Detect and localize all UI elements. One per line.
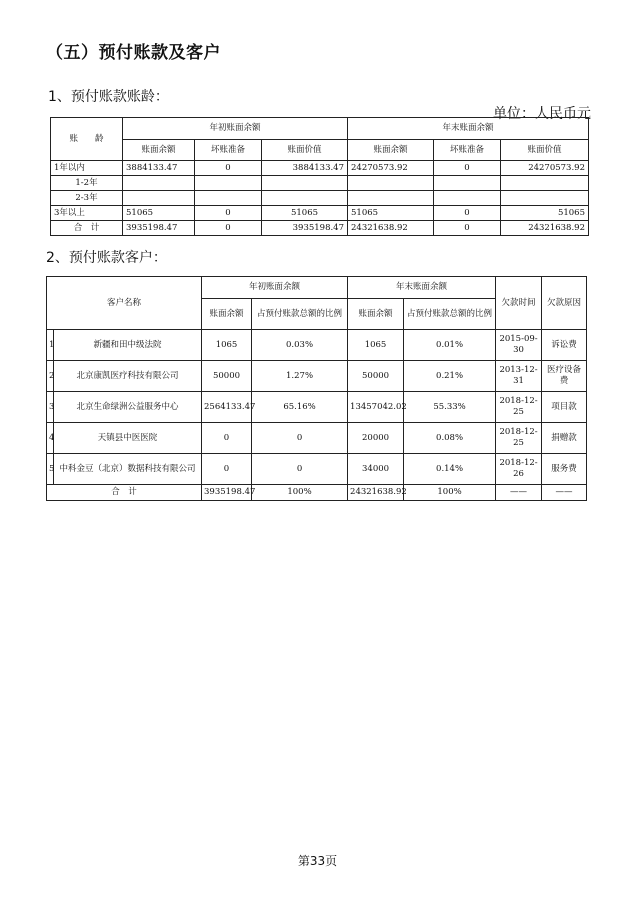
value-cell — [123, 191, 195, 206]
sub-header: 坏账准备 — [195, 140, 262, 161]
begin-group-header: 年初账面余额 — [123, 118, 348, 140]
sub-header: 账面余额 — [202, 299, 252, 330]
name-column-header: 客户名称 — [47, 277, 202, 330]
customer-name: 天镇县中医医院 — [54, 423, 202, 454]
value-cell: 0 — [434, 206, 501, 221]
value-cell: 项目款 — [542, 392, 587, 423]
total-label: 合 计 — [47, 485, 202, 501]
value-cell: 50000 — [202, 361, 252, 392]
value-cell: 50000 — [348, 361, 404, 392]
value-cell — [434, 191, 501, 206]
value-cell: 51065 — [501, 206, 589, 221]
value-cell: 0.08% — [404, 423, 496, 454]
value-cell: 2564133.47 — [202, 392, 252, 423]
value-cell: 0.21% — [404, 361, 496, 392]
row-number: 4 — [47, 423, 54, 454]
value-cell: 55.33% — [404, 392, 496, 423]
value-cell: 100% — [404, 485, 496, 501]
aging-heading: 1、预付账款账龄： — [48, 89, 169, 105]
value-cell: 3935198.47 — [202, 485, 252, 501]
value-cell: 24321638.92 — [348, 485, 404, 501]
end-group-header: 年末账面余额 — [348, 277, 496, 299]
table-row — [47, 454, 587, 485]
value-cell: 0 — [252, 454, 348, 485]
row-number: 5 — [47, 454, 54, 485]
customers-table — [46, 276, 587, 501]
unit-label: 单位：人民币元 — [493, 106, 591, 122]
value-cell: 34000 — [348, 454, 404, 485]
value-cell — [262, 176, 348, 191]
page-number: 第33页 — [297, 854, 338, 868]
value-cell: 51065 — [123, 206, 195, 221]
table-row — [47, 330, 587, 361]
age-cell: 合 计 — [51, 221, 123, 236]
value-cell: 捐赠款 — [542, 423, 587, 454]
sub-header: 占预付账款总额的比例 — [404, 299, 496, 330]
value-cell — [195, 176, 262, 191]
sub-header: 账面余额 — [348, 299, 404, 330]
value-cell: 24321638.92 — [348, 221, 434, 236]
table-row — [47, 423, 587, 454]
age-cell: 1-2年 — [51, 176, 123, 191]
table-row — [51, 206, 589, 221]
end-group-header: 年末账面余额 — [348, 118, 589, 140]
value-cell — [501, 176, 589, 191]
value-cell — [501, 191, 589, 206]
value-cell: 0 — [202, 454, 252, 485]
value-cell: 1.27% — [252, 361, 348, 392]
value-cell: 100% — [252, 485, 348, 501]
value-cell: 3884133.47 — [123, 161, 195, 176]
value-cell: —— — [542, 485, 587, 501]
value-cell: 51065 — [262, 206, 348, 221]
value-cell: 2015-09-30 — [496, 330, 542, 361]
customer-name: 北京生命绿洲公益服务中心 — [54, 392, 202, 423]
value-cell: 0.14% — [404, 454, 496, 485]
row-number: 3 — [47, 392, 54, 423]
value-cell: 0 — [202, 423, 252, 454]
sub-header: 账面余额 — [123, 140, 195, 161]
age-cell: 1年以内 — [51, 161, 123, 176]
value-cell — [262, 191, 348, 206]
reason-column-header: 欠款原因 — [542, 277, 587, 330]
value-cell: 0 — [195, 161, 262, 176]
total-row — [47, 485, 587, 501]
section-title: （五）预付账款及客户 — [46, 43, 221, 63]
value-cell: —— — [496, 485, 542, 501]
customer-name: 中科金豆（北京）数据科技有限公司 — [54, 454, 202, 485]
sub-header: 坏账准备 — [434, 140, 501, 161]
sub-header: 占预付账款总额的比例 — [252, 299, 348, 330]
sub-header: 账面价值 — [501, 140, 589, 161]
table-row — [51, 176, 589, 191]
aging-table — [50, 117, 589, 236]
customer-name: 北京康凯医疗科技有限公司 — [54, 361, 202, 392]
value-cell: 3935198.47 — [262, 221, 348, 236]
value-cell — [348, 176, 434, 191]
value-cell: 24321638.92 — [501, 221, 589, 236]
value-cell: 2013-12-31 — [496, 361, 542, 392]
value-cell: 51065 — [348, 206, 434, 221]
value-cell: 3884133.47 — [262, 161, 348, 176]
table-row — [51, 191, 589, 206]
value-cell: 2018-12-25 — [496, 423, 542, 454]
age-cell: 2-3年 — [51, 191, 123, 206]
value-cell: 诉讼费 — [542, 330, 587, 361]
value-cell: 0 — [434, 161, 501, 176]
value-cell: 1065 — [202, 330, 252, 361]
row-number: 2 — [47, 361, 54, 392]
value-cell — [434, 176, 501, 191]
time-column-header: 欠款时间 — [496, 277, 542, 330]
age-column-header: 账 龄 — [51, 118, 123, 161]
value-cell: 24270573.92 — [501, 161, 589, 176]
age-cell: 3年以上 — [51, 206, 123, 221]
sub-header: 账面价值 — [262, 140, 348, 161]
table-row — [47, 392, 587, 423]
value-cell: 13457042.02 — [348, 392, 404, 423]
value-cell: 0.03% — [252, 330, 348, 361]
value-cell: 0 — [195, 221, 262, 236]
value-cell: 医疗设备费 — [542, 361, 587, 392]
total-row — [51, 221, 589, 236]
begin-group-header: 年初账面余额 — [202, 277, 348, 299]
value-cell: 0 — [252, 423, 348, 454]
value-cell: 3935198.47 — [123, 221, 195, 236]
table-row — [51, 161, 589, 176]
value-cell — [348, 191, 434, 206]
value-cell — [195, 191, 262, 206]
value-cell: 1065 — [348, 330, 404, 361]
value-cell: 2018-12-25 — [496, 392, 542, 423]
value-cell: 0 — [195, 206, 262, 221]
value-cell: 24270573.92 — [348, 161, 434, 176]
table-row — [47, 361, 587, 392]
sub-header: 账面余额 — [348, 140, 434, 161]
customers-heading: 2、预付账款客户： — [46, 250, 167, 266]
value-cell: 服务费 — [542, 454, 587, 485]
value-cell: 0.01% — [404, 330, 496, 361]
value-cell — [123, 176, 195, 191]
value-cell: 2018-12-26 — [496, 454, 542, 485]
row-number: 1 — [47, 330, 54, 361]
value-cell: 65.16% — [252, 392, 348, 423]
value-cell: 0 — [434, 221, 501, 236]
customer-name: 新疆和田中级法院 — [54, 330, 202, 361]
value-cell: 20000 — [348, 423, 404, 454]
